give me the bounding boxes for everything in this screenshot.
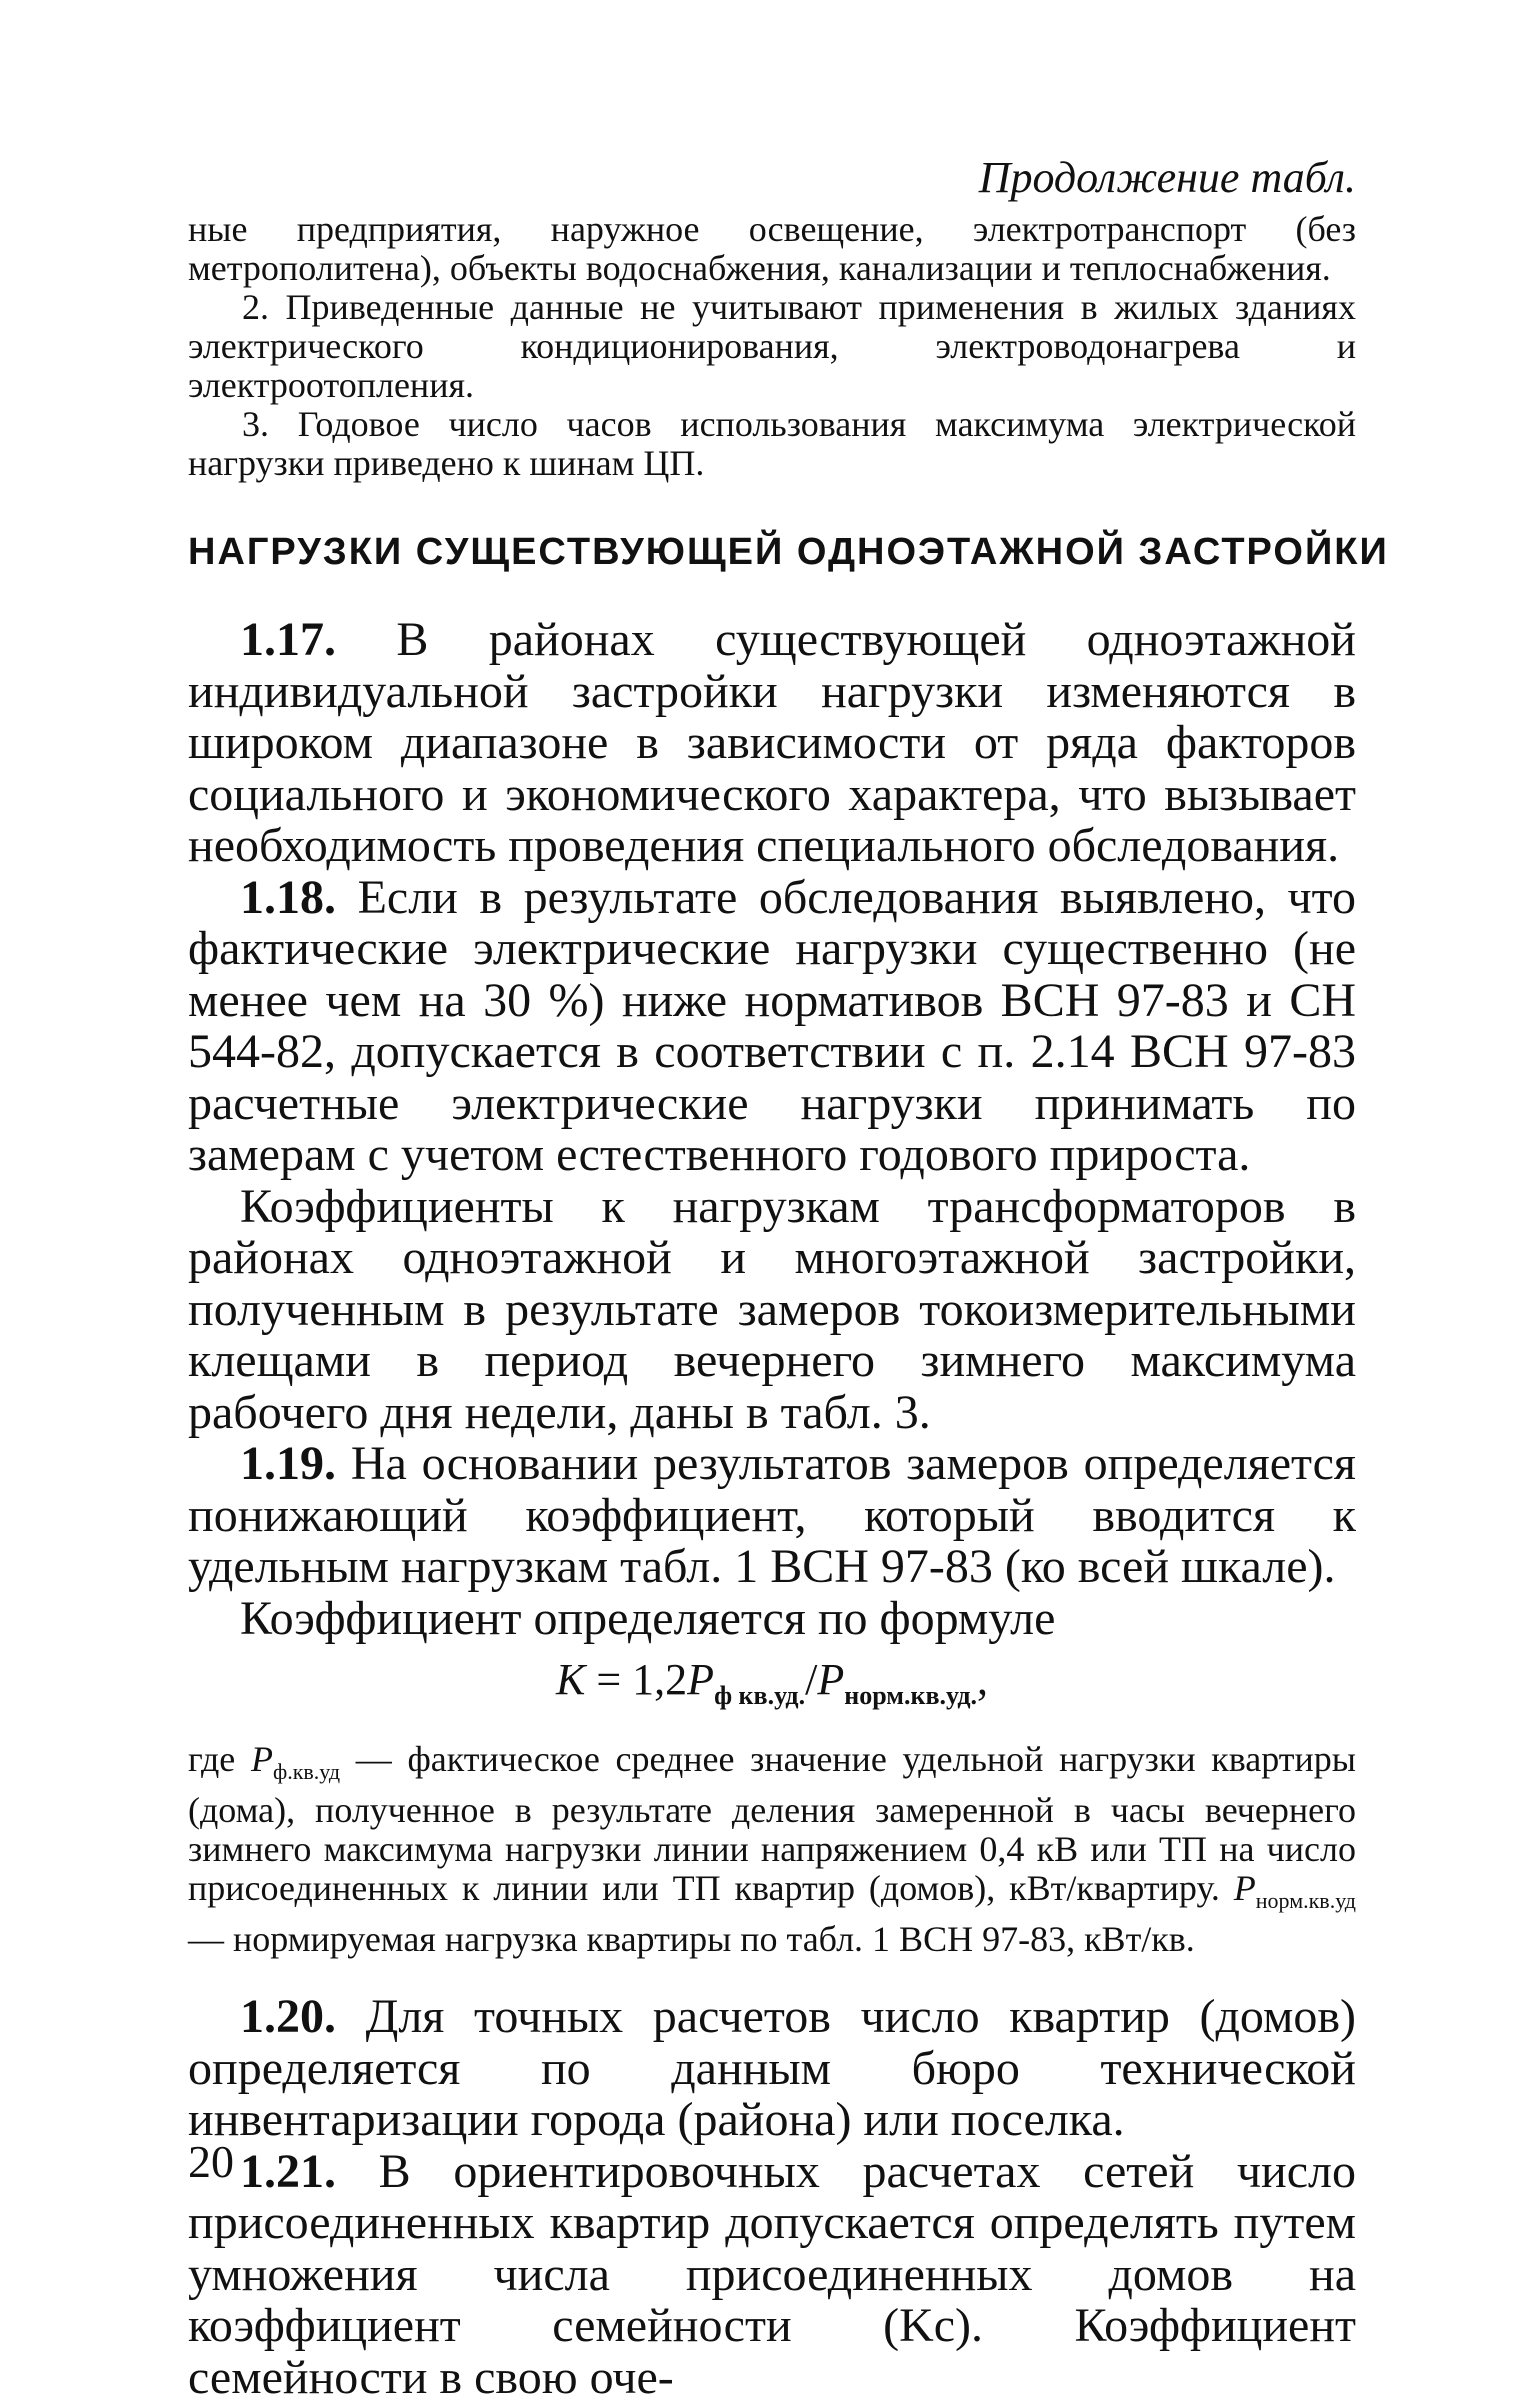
formula-explanation	[188, 1740, 1356, 1959]
formula-p1: P	[687, 1655, 715, 1704]
paragraph-number: 1.17.	[240, 613, 336, 666]
where-text2: — нормируемая нагрузка квартиры по табл. 1 ВСН 97-83, кВт/кв.	[188, 1919, 1195, 1960]
formula-slash: /	[805, 1655, 818, 1704]
where-lead: где	[188, 1738, 251, 1779]
formula-eq: = 1,2	[585, 1655, 688, 1704]
running-header: Продолжение табл.	[978, 153, 1356, 202]
paragraph-1-19	[188, 1438, 1356, 1593]
paragraph-number: 1.18.	[240, 870, 336, 924]
paragraph-1-20	[188, 1991, 1356, 2146]
formula-lhs: K	[555, 1655, 586, 1704]
note-continuation: ные предприятия, наружное освещение, электротранспорт (без метрополитена), объекты водоснабжения, канализации и теплоснабжения.	[188, 209, 1356, 288]
formula	[188, 1650, 1356, 1726]
where-text1: — фактическое среднее значение удельной нагрузки квартиры (дома), полученное в результате деления замеренной в часы вечернего зимнего максимума нагрузки линии напряжением 0,4 кВ или ТП на число присоединенных к линии или ТП квартир (домов), кВт/квартиру.	[188, 1738, 1356, 1908]
paragraph-text: Если в результате обследования выявлено, что фактические электрические нагрузки существенно (не менее чем на 30 %) ниже нормативов ВСН 97-83 и СН 544-82, допускается в соответствии с п. 2.14 ВСН 97-83 расчетные электрические нагрузки принимать по замерам с учетом естественного годового прироста.	[188, 870, 1357, 1181]
paragraph-text: На основании результатов замеров определяется понижающий коэффициент, который вводится к удельным нагрузкам табл. 1 ВСН 97-83 (ко всей шкале).	[188, 1437, 1357, 1593]
paragraph-text: В районах существующей одноэтажной индивидуальной застройки нагрузки изменяются в широком диапазоне в зависимости от ряда факторов социального и экономического характера, что вызывает необходимость проведения специального обследования.	[188, 613, 1356, 872]
paragraph-text: Для точных расчетов число квартир (домов) определяется по данным бюро технической инвентаризации города (района) или поселка.	[188, 1990, 1356, 2147]
where-sym2: P	[1233, 1867, 1256, 1908]
formula-p1-sub: ф кв.уд.	[714, 1680, 806, 1710]
paragraph-number: 1.19.	[240, 1437, 336, 1490]
paragraph-1-18	[188, 872, 1356, 1181]
paragraph-coefficients: Коэффициенты к нагрузкам трансформаторов в районах одноэтажной и многоэтажной застройки, полученным в результате замеров токоизмерительными клещами в период вечернего зимнего максимума рабочего дня недели, даны в табл. 3.	[188, 1179, 1356, 1439]
paragraph-number: 1.21.	[240, 2144, 336, 2198]
where-sym1: P	[250, 1738, 273, 1779]
formula-p2-sub: норм.кв.уд.	[844, 1680, 978, 1710]
main-text-continued	[188, 1991, 1356, 2403]
paragraph-text: В ориентировочных расчетах сетей число присоединенных квартир допускается определять путем умножения числа присоединенных домов на коэффициент семейности (Kс). Коэффициент семейности в свою оче-	[188, 2144, 1356, 2404]
paragraph-number: 1.20.	[240, 1990, 336, 2044]
formula-tail: ,	[977, 1655, 989, 1704]
formula-intro: Коэффициент определяется по формуле	[240, 1591, 1056, 1645]
formula-p2: P	[817, 1655, 845, 1704]
page-number: 20	[188, 2136, 234, 2187]
page-content	[188, 150, 1389, 2404]
section-heading: НАГРУЗКИ СУЩЕСТВУЮЩЕЙ ОДНОЭТАЖНОЙ ЗАСТРОЙКИ	[188, 531, 1389, 573]
table-notes	[188, 210, 1356, 483]
where-sym2-sub: норм.кв.уд	[1255, 1888, 1356, 1914]
note-3: 3. Годовое число часов использования максимума электрической нагрузки приведено к шинам ЦП.	[188, 404, 1356, 483]
note-2: 2. Приведенные данные не учитывают применения в жилых зданиях электрического кондиционирования, электроводонагрева и электроотопления.	[188, 287, 1356, 405]
paragraph-1-17	[188, 614, 1356, 872]
main-text	[188, 614, 1356, 1644]
where-sym1-sub: ф.кв.уд	[272, 1758, 341, 1784]
paragraph-1-21	[188, 2146, 1356, 2404]
